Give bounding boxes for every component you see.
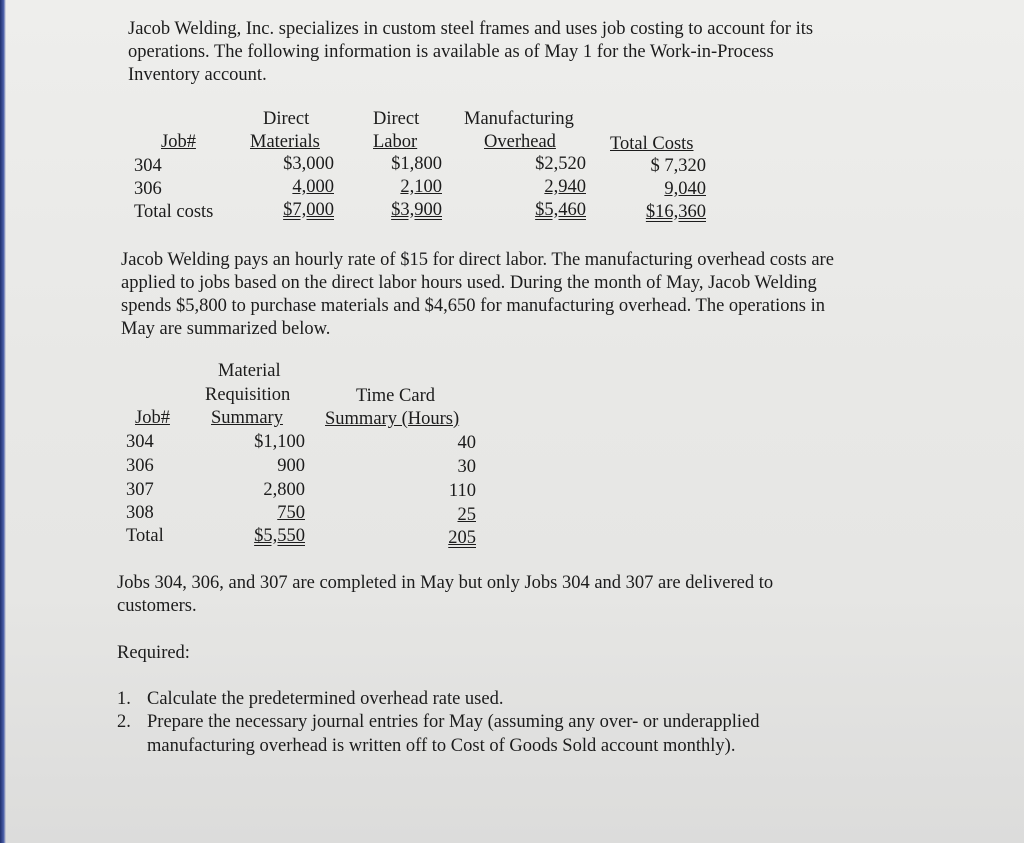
wip-row-moh: $2,520: [535, 154, 586, 174]
intro-line: operations. The following information is available as of May 1 for the Work-in-Process: [128, 42, 774, 62]
required-item-text: manufacturing overhead is written off to Cost of Goods Sold account monthly).: [147, 736, 736, 756]
may-row-job: 306: [126, 456, 154, 476]
may-header-material-3: Summary: [211, 408, 283, 428]
required-item-text: Calculate the predetermined overhead rate used.: [147, 689, 504, 709]
wip-row-dm: $3,000: [283, 154, 334, 174]
may-header-timecard-2: Summary (Hours): [325, 409, 460, 429]
may-header-material-1: Material: [218, 361, 281, 381]
wip-header-overhead-2: Overhead: [484, 132, 556, 152]
wip-row-job: 306: [134, 179, 162, 199]
wip-header-direct-labor-1: Direct: [373, 109, 420, 129]
wip-total-dm: $7,000: [283, 200, 334, 220]
may-row-material: $1,100: [254, 432, 305, 452]
operations-line: Jacob Welding pays an hourly rate of $15 for direct labor. The manufacturing overhead costs are: [121, 250, 834, 270]
wip-row-total: $ 7,320: [650, 156, 706, 176]
may-row-material: 2,800: [263, 480, 305, 500]
may-row-job: 304: [126, 432, 154, 452]
wip-row-job: 304: [134, 156, 162, 176]
wip-row-dl: 2,100: [400, 177, 442, 197]
may-total-label: Total: [126, 526, 164, 546]
wip-header-total-costs: Total Costs: [610, 134, 694, 154]
wip-row-total: 9,040: [664, 179, 706, 199]
wip-header-direct-materials-2: Materials: [250, 132, 320, 152]
required-item-text: Prepare the necessary journal entries for May (assuming any over- or underapplied: [147, 712, 760, 732]
completion-line: Jobs 304, 306, and 307 are completed in May but only Jobs 304 and 307 are delivered to: [117, 573, 774, 593]
intro-line: Jacob Welding, Inc. specializes in custom steel frames and uses job costing to account for its: [128, 19, 814, 39]
may-row-material: 750: [277, 503, 305, 523]
may-row-hours: 30: [457, 457, 476, 477]
may-row-hours: 25: [457, 505, 476, 525]
page-left-edge: [0, 0, 6, 843]
wip-total-total: $16,360: [645, 202, 706, 222]
may-row-job: 307: [126, 480, 154, 500]
may-row-hours: 110: [448, 481, 476, 501]
required-item-number: 2.: [117, 712, 131, 732]
wip-header-direct-labor-2: Labor: [373, 132, 418, 152]
wip-header-job: Job#: [161, 132, 196, 152]
may-header-material-2: Requisition: [205, 385, 291, 405]
completion-line: customers.: [117, 596, 197, 616]
wip-header-direct-materials-1: Direct: [263, 109, 310, 129]
operations-paragraph: [121, 249, 834, 341]
intro-paragraph: [128, 18, 813, 87]
completion-paragraph: [117, 572, 773, 618]
wip-row-moh: 2,940: [544, 177, 586, 197]
wip-row-dl: $1,800: [391, 154, 442, 174]
operations-line: applied to jobs based on the direct labor hours used. During the month of May, Jacob Welding: [121, 273, 817, 293]
wip-total-label: Total costs: [134, 202, 214, 222]
may-header-timecard-1: Time Card: [356, 386, 435, 406]
wip-row-dm: 4,000: [292, 177, 334, 197]
may-header-job: Job#: [135, 408, 170, 428]
may-total-material: $5,550: [254, 526, 305, 546]
wip-total-dl: $3,900: [391, 200, 442, 220]
intro-line: Inventory account.: [128, 65, 267, 85]
required-item-number: 1.: [117, 689, 131, 709]
required-heading: Required:: [117, 643, 190, 663]
may-row-hours: 40: [457, 433, 476, 453]
may-row-material: 900: [277, 456, 305, 476]
operations-line: spends $5,800 to purchase materials and $4,650 for manufacturing overhead. The operations in: [121, 296, 826, 316]
wip-header-overhead-1: Manufacturing: [464, 109, 574, 129]
may-total-hours: 205: [448, 528, 476, 548]
wip-total-moh: $5,460: [535, 200, 586, 220]
operations-line: May are summarized below.: [121, 319, 331, 339]
may-row-job: 308: [126, 503, 154, 523]
